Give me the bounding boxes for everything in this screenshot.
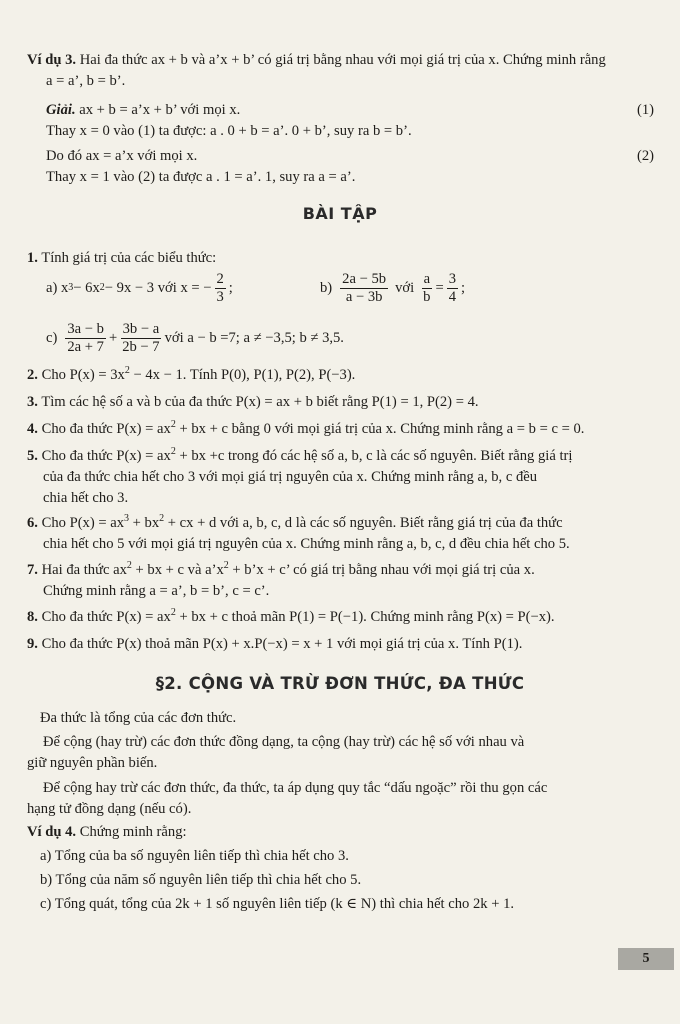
exercise-6: 6. Cho $P(x) = ax^3 + bx^2$ + cx + d với a, b, c, d là các số nguyên. Biết rằng giá trị của đa thức chia hết cho 5 với mọi giá trị nguyên của x. Chứng minh rằng a, b, c, d đều chia hết cho 5. (27, 513, 570, 552)
exercises-heading: BÀI TẬP (302, 204, 378, 223)
exercise-8: 8. Cho đa thức $P(x) = ax^2$ + bx + c thoả mãn P(1) = P(−1). Chứng minh rằng P(x) = P(−x). (27, 607, 555, 625)
fraction: $\frac{2a - 5b}{a - 3b}$ (342, 270, 387, 305)
example-3-statement: Ví dụ 3. Hai đa thức ax + b và a’x + b’ có giá trị bằng nhau với mọi giá trị của x. Chứng minh rằng a = a’, b = b’. (27, 52, 606, 89)
fraction: $\frac{3a - b}{2a + 7}$ (67, 320, 104, 355)
solution-label: Giải. (46, 102, 76, 118)
exercise-1: 1. Tính giá trị của các biểu thức: (27, 250, 217, 266)
equation-number-1: (1) (636, 102, 654, 118)
page-number: 5 (618, 948, 674, 970)
example-3-label: Ví dụ 3. (27, 52, 77, 68)
example-4-items: a) Tổng của ba số nguyên liên tiếp thì chia hết cho 3. b) Tổng của năm số nguyên liên tiếp thì chia hết cho 5. c) Tổng quát, tổng của 2k + 1 số nguyên liên tiếp (k ∈ N) thì chia hết cho 2k + 1. (40, 848, 515, 912)
equation-number-2: (2) (636, 148, 654, 164)
exercise-9: 9. Cho đa thức P(x) thoả mãn P(x) + x.P(−x) = x + 1 với mọi giá trị của x. Tính P(1). (27, 636, 523, 652)
exercise-1a-1b (46, 268, 654, 308)
section-2-paragraph-3: Để cộng hay trừ các đơn thức, đa thức, ta áp dụng quy tắc “dấu ngoặc” rồi thu gọn các hạng tử đồng dạng (nếu có). (27, 780, 548, 817)
exercise-5: 5. Cho đa thức $P(x) = ax^2$ + bx +c trong đó các hệ số a, b, c là các số nguyên. Biết rằng giá trị của đa thức chia hết cho 3 với mọi giá trị nguyên của x. Chứng minh rằng a, b, c đều chia hết cho 3. (27, 446, 573, 506)
exercise-2: 2. Cho $P(x) = 3x^2 - 4x - 1$. Tính P(0), P(1), P(2), P(−3). (27, 365, 356, 383)
fraction: $\frac{a}{b}$ (423, 270, 431, 305)
exercise-1b: b) $\frac{2a - 5b}{a - 3b}$ với $\frac{a}{b}$ = $\frac{3}{4}$ ; (320, 270, 466, 305)
section-2-paragraph-1: Đa thức là tổng của các đơn thức. (40, 710, 237, 726)
example-3-solution: Giải. ax + b = a’x + b’ với mọi x. (1) Thay x = 0 vào (1) ta được: a . 0 + b = a’. 0 + b’, suy ra b = b’. Do đó ax = a’x với mọi x. (2) Thay x = 1 vào (2) ta được a . 1 = a’. 1, suy ra a = a’. (46, 102, 654, 185)
fraction: $\frac{2}{3}$ (216, 270, 224, 305)
exercise-1a: a) x 3 − 6x 2 − 9x − 3 với x = − $\frac{2}{3}$ ; (46, 270, 233, 305)
section-2-heading: §2. CỘNG VÀ TRỪ ĐƠN THỨC, ĐA THỨC (155, 674, 525, 693)
example-4-label: Ví dụ 4. (27, 824, 77, 840)
example-4-statement: Ví dụ 4. Chứng minh rằng: (27, 824, 187, 840)
exercise-3: 3. Tìm các hệ số a và b của đa thức P(x) = ax + b biết rằng P(1) = 1, P(2) = 4. (27, 394, 479, 410)
exercise-1c: c) $\frac{3a - b}{2a + 7}$ + $\frac{3b - a}{2b - 7}$ với a − b =7; a ≠ −3,5; b ≠ 3,5. (46, 320, 344, 355)
section-2-paragraph-2: Để cộng (hay trừ) các đơn thức đồng dạng, ta cộng (hay trừ) các hệ số với nhau và giữ nguyên phần biến. (27, 734, 525, 771)
fraction: $\frac{3}{4}$ (448, 270, 456, 305)
exercise-4: 4. Cho đa thức $P(x) = ax^2$ + bx + c bằng 0 với mọi giá trị của x. Chứng minh rằng a = b = c = 0. (27, 419, 585, 437)
exercise-7: 7. Hai đa thức $ax^2$ + bx + c và $a’x^2$ + b’x + c’ có giá trị bằng nhau với mọi giá trị của x. Chứng minh rằng a = a’, b = b’, c = c’. (27, 560, 535, 599)
fraction: $\frac{3b - a}{2b - 7}$ (122, 320, 160, 355)
